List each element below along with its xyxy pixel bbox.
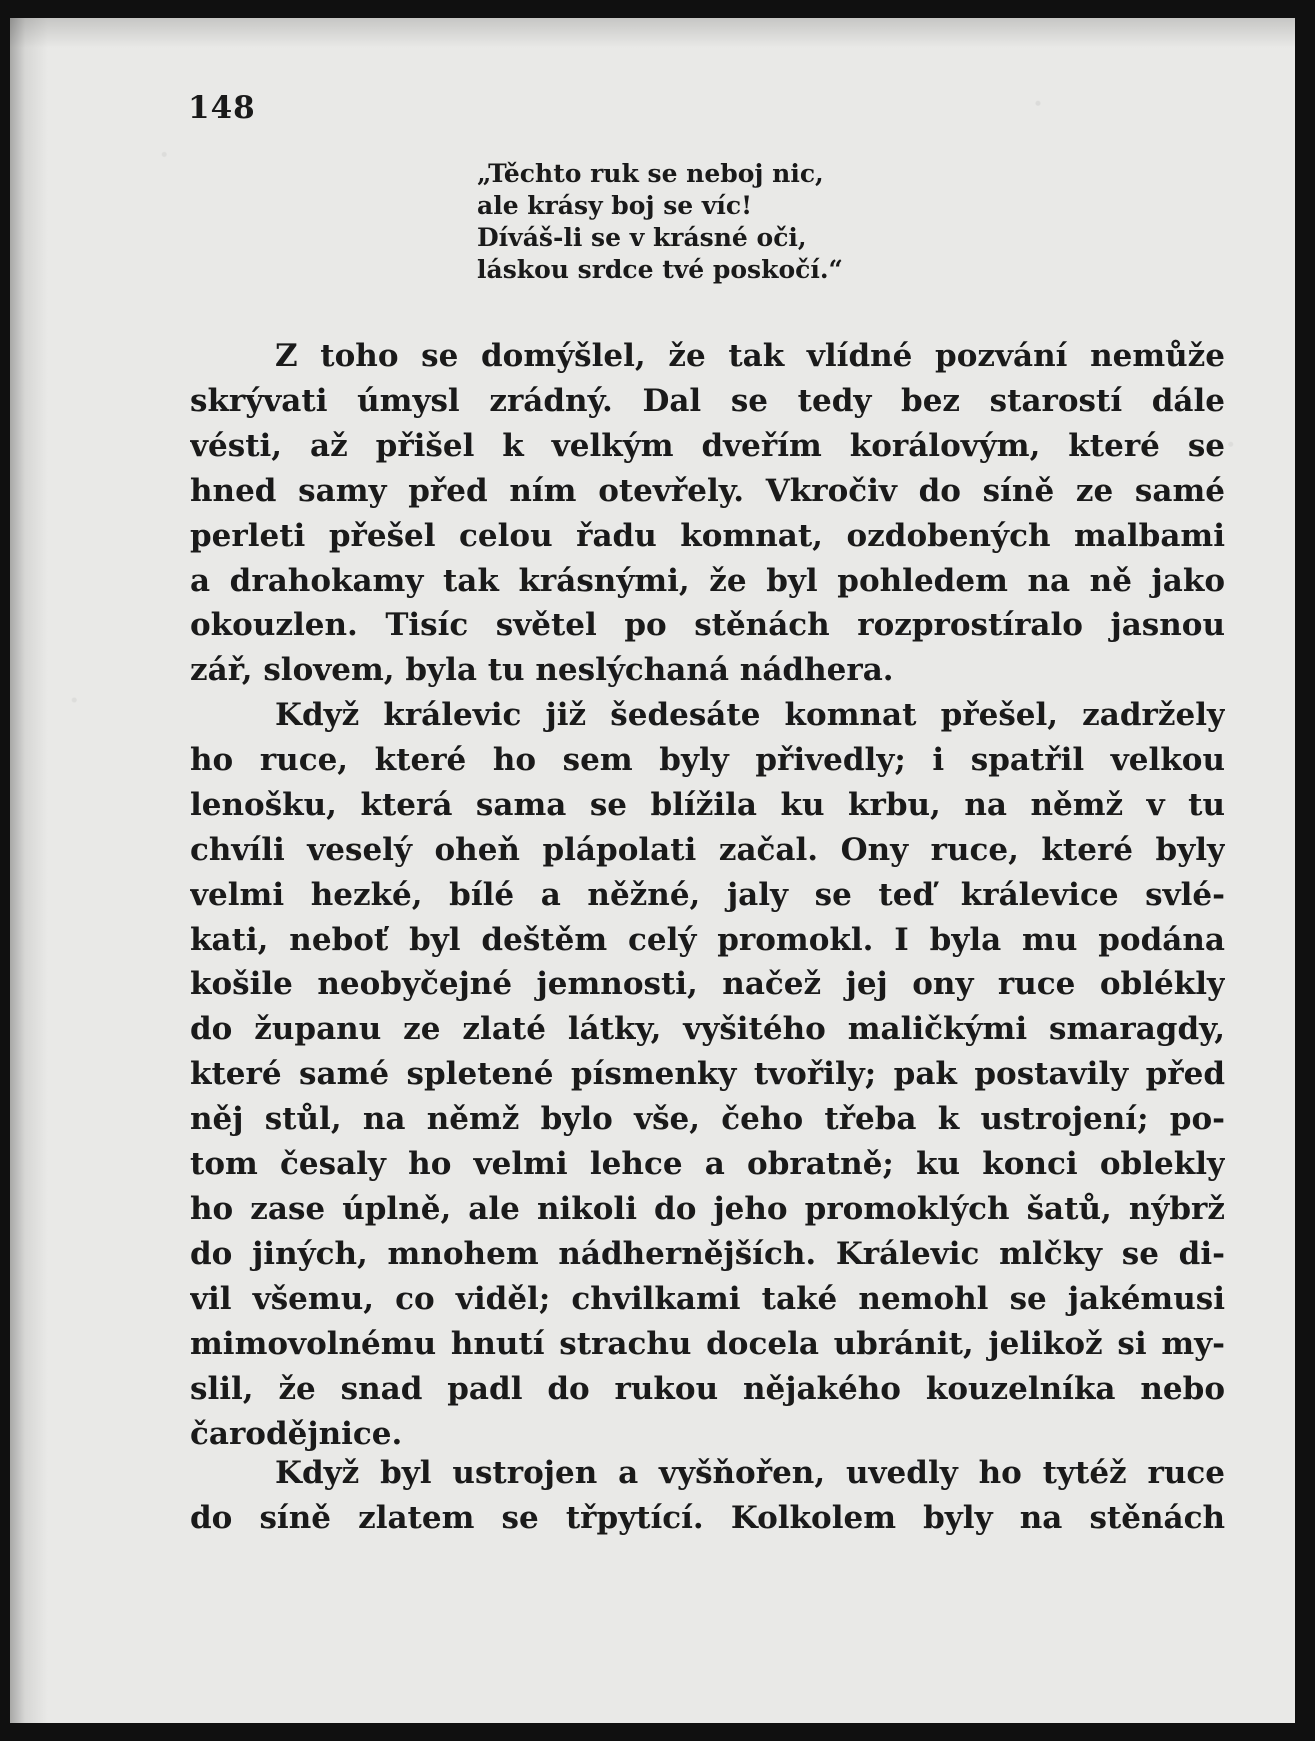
verse-line: ale krásy boj se víc! bbox=[477, 191, 753, 220]
book-page bbox=[10, 18, 1295, 1723]
text-line: košile neobyčejné jemnosti, načež jej ony ruce oblékly bbox=[190, 966, 1225, 1003]
text-line: kati, neboť byl deštěm celý promokl. I byla mu podána bbox=[190, 921, 1225, 958]
text-line: ho ruce, které ho sem byly přivedly; i spatřil velkou bbox=[190, 741, 1225, 778]
text-line: které samé spletené písmenky tvořily; pak postavily před bbox=[190, 1056, 1225, 1093]
text-line: do síně zlatem se třpytící. Kolkolem byly na stěnách bbox=[190, 1499, 1225, 1536]
text-line: Když byl ustrojen a vyšňořen, uvedly ho tytéž ruce bbox=[275, 1455, 1225, 1491]
verse-block bbox=[477, 158, 937, 286]
text-line: perleti přešel celou řadu komnat, ozdobených malbami bbox=[190, 517, 1225, 554]
text-line: Z toho se domýšlel, že tak vlídné pozvání nemůže bbox=[275, 338, 1225, 374]
text-line: lenošku, která sama se blížila ku krbu, na němž v tu bbox=[190, 786, 1225, 823]
verse-line: láskou srdce tvé poskočí.“ bbox=[477, 255, 843, 284]
paragraph-2 bbox=[190, 693, 1225, 1456]
paragraph-3 bbox=[190, 1451, 1225, 1541]
verse-line: Díváš-li se v krásné oči, bbox=[477, 223, 807, 252]
text-line: vil všemu, co viděl; chvilkami také nemohl se jakémusi bbox=[190, 1280, 1225, 1317]
text-line: do jiných, mnohem nádhernějších. Králevic mlčky se di- bbox=[190, 1235, 1225, 1272]
text-line: slil, že snad padl do rukou nějakého kouzelníka nebo bbox=[190, 1370, 1225, 1407]
text-line: vésti, až přišel k velkým dveřím korálovým, které se bbox=[190, 427, 1225, 464]
verse-line: „Těchto ruk se neboj nic, bbox=[477, 159, 824, 188]
text-line: ho zase úplně, ale nikoli do jeho promoklých šatů, nýbrž bbox=[190, 1190, 1225, 1227]
text-line: okouzlen. Tisíc světel po stěnách rozprostíralo jasnou bbox=[190, 607, 1225, 644]
text-line: čarodějnice. bbox=[190, 1415, 403, 1452]
text-line: chvíli veselý oheň plápolati začal. Ony ruce, které byly bbox=[190, 831, 1225, 868]
text-line: tom česaly ho velmi lehce a obratně; ku konci oblekly bbox=[190, 1146, 1225, 1183]
text-line: velmi hezké, bílé a něžné, jaly se teď králevice svlé- bbox=[190, 876, 1225, 913]
paragraph-1 bbox=[190, 334, 1225, 693]
page-number: 148 bbox=[188, 90, 256, 126]
text-line: Když králevic již šedesáte komnat přešel, zadržely bbox=[275, 697, 1225, 733]
text-line: zář, slovem, byla tu neslýchaná nádhera. bbox=[190, 652, 894, 689]
text-line: hned samy před ním otevřely. Vkročiv do síně ze samé bbox=[190, 472, 1225, 509]
top-edge-shadow bbox=[10, 18, 1295, 48]
text-line: a drahokamy tak krásnými, že byl pohledem na ně jako bbox=[190, 562, 1225, 599]
binding-shadow bbox=[10, 18, 48, 1723]
text-line: něj stůl, na němž bylo vše, čeho třeba k ustrojení; po- bbox=[190, 1101, 1225, 1138]
text-line: mimovolnému hnutí strachu docela ubránit, jelikož si my- bbox=[190, 1325, 1225, 1362]
text-line: skrývati úmysl zrádný. Dal se tedy bez starostí dále bbox=[190, 382, 1225, 419]
text-line: do županu ze zlaté látky, vyšitého maličkými smaragdy, bbox=[190, 1011, 1225, 1048]
